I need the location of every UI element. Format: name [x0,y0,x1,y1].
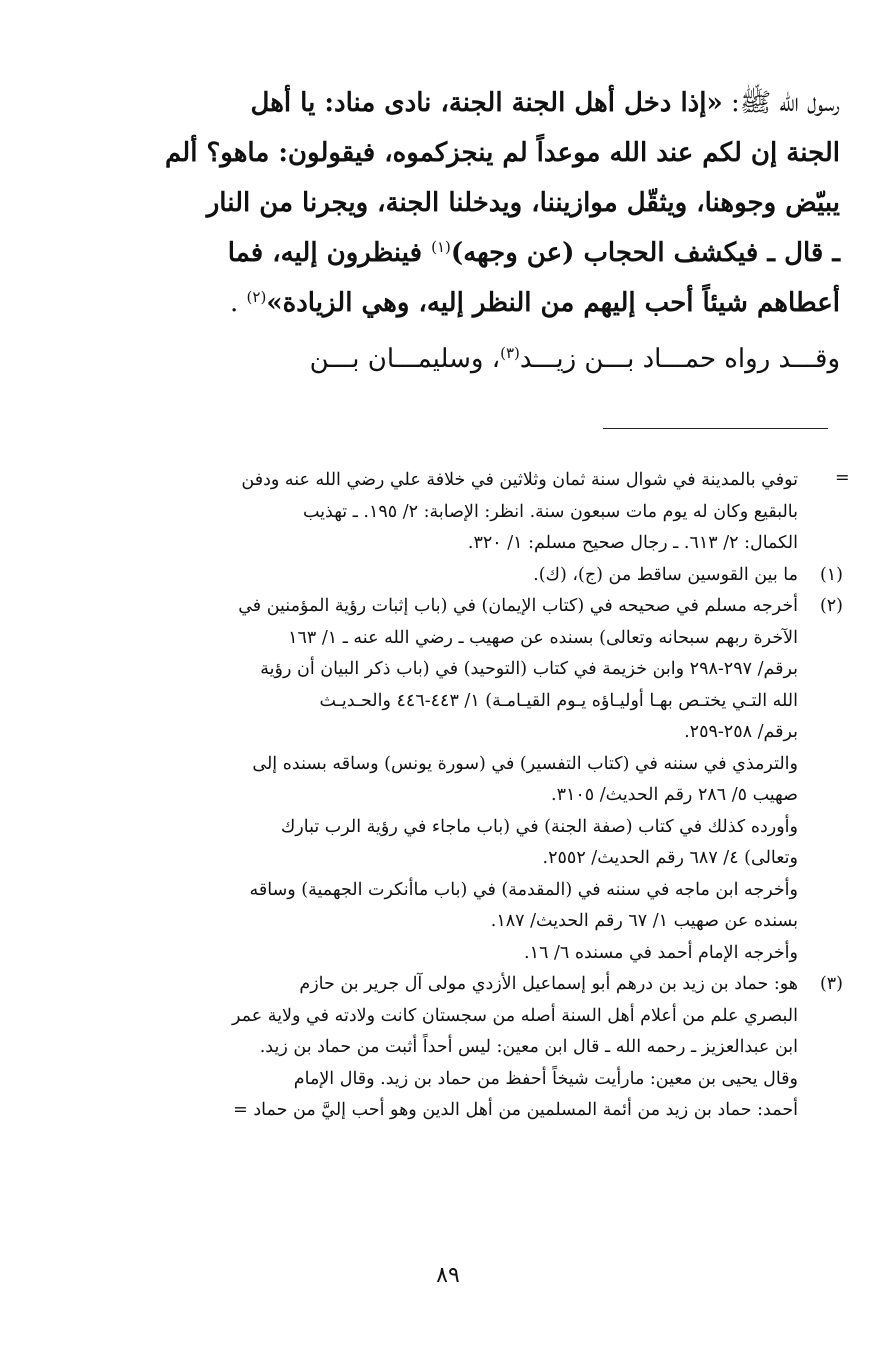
footnote [155,560,843,592]
footnote-ref[interactable]: (٢) [246,288,267,306]
footnote-line: أحمد: حماد بن زيد من أئمة المسلمين من أهل الدين وهو أحب إليَّ من حماد = [233,1100,798,1120]
footnote-line: هو: حماد بن زيد بن درهم أبو إسماعيل الأزدي مولى آل جرير بن حازم [299,974,798,994]
page-number: ٨٩ [436,1263,460,1288]
footnote-ref[interactable]: (٣) [500,344,520,362]
footnote-line: الكمال: ٢/ ٦١٣. ـ رجال صحيح مسلم: ١/ ٣٢٠. [467,533,798,553]
main-line: أعطاهم شيئاً أحب إليهم من النظر إليه، وهي الزيادة»$^{(٢)}$ . [230,288,840,318]
footnote-body [155,591,798,969]
continuation-marker: = [835,468,850,488]
main-line: ـ قال ـ فيكشف الحجاب (عن وجهه)$^{(١)}$ فينظرون إليه، فما [227,238,840,268]
footnote-line: وقال يحيى بن معين: مارأيت شيخاً أحفظ من حماد بن زيد. وقال الإمام [293,1068,798,1089]
footnote-line: بالبقيع وكان له يوم مات سبعون سنة. انظر: الإصابة: ٢/ ١٩٥. ـ تهذيب [302,501,798,522]
footnote-line: ما بين القوسين ساقط من (ج)، (ك). [533,564,798,585]
footnote-ref[interactable]: (١) [431,238,451,256]
footnote-line: وأخرجه ابن ماجه في سننه في (المقدمة) في (باب ماأنكرت الجهمية) وساقه [249,879,798,900]
footnote-line: صهيب ٥/ ٢٨٦ رقم الحديث/ ٣١٠٥. [550,785,798,805]
main-line: وقـــد رواه حمـــاد بـــن زيـــد$^{(٣)}$، وسليمـــان بـــن [309,344,840,374]
footnote-line: بسنده عن صهيب ١/ ٦٧ رقم الحديث/ ١٨٧. [490,911,798,931]
main-line: يبيّض وجوهنا، ويثقّل موازيننا، ويدخلنا الجنة، ويجرنا من النار [206,188,840,218]
main-line: الجنة إن لكم عند الله موعداً لم ينجزكموه، فيقولون: ماهو؟ ألم [164,138,840,168]
footnote-body [155,560,798,592]
footnote-line: وتعالى) ٤/ ٦٨٧ رقم الحديث/ ٢٥٥٢. [542,848,798,868]
footnote-marker: (٣) [819,974,843,994]
footnote-line: توفي بالمدينة في شوال سنة ثمان وثلاثين في خلافة علي رضي الله عنه ودفن [241,470,798,490]
main-line: رسول الله ﷺ: «إذا دخل أهل الجنة الجنة، نادى مناد: يا أهل [250,88,840,118]
footnote [155,465,840,560]
footnote-line: والترمذي في سننه في (كتاب التفسير) في (سورة يونس) وساقه بسنده إلى [252,753,798,774]
footnote-line: برقم/ ٢٩٧-٢٩٨ وابن خزيمة في كتاب (التوحيد) في (باب ذكر البيان أن رؤية [260,659,798,679]
footnote-divider [603,428,828,429]
footnote-line: البصري علم من أعلام أهل السنة أصله من سجستان كانت ولادته في ولاية عمر [232,1005,798,1026]
footnote-marker: (١) [819,564,843,585]
footnote-marker: (٢) [819,596,843,616]
footnote-line: الله التـي يختـص بهـا أوليـاؤه يـوم القيـامـة) ١/ ٤٤٣-٤٤٦ والحـديـث [319,690,798,711]
footnote-line: وأخرجه الإمام أحمد في مسنده ٦/ ١٦. [523,942,798,963]
footnote-body [155,969,798,1127]
footnote-line: وأورده كذلك في كتاب (صفة الجنة) في (باب ماجاء في رؤية الرب تبارك [280,816,798,837]
footnote-line: ابن عبدالعزيز ـ رحمه الله ـ قال ابن معين: ليس أحداً أثبت من حماد بن زيد. [259,1037,798,1057]
footnote-line: الآخرة ربهم سبحانه وتعالى) بسنده عن صهيب ـ رضي الله عنه ـ ١/ ١٦٣ [288,627,798,648]
footnotes [155,465,843,1127]
footnote [155,969,843,1127]
footnote [155,591,843,969]
footnote-line: برقم/ ٢٥٨-٢٥٩. [684,722,798,742]
footnote-line: أخرجه مسلم في صحيحه في (كتاب الإيمان) في (باب إثبات رؤية المؤمنين في [238,596,798,616]
main-text [150,78,840,384]
footnote-body [155,465,798,560]
